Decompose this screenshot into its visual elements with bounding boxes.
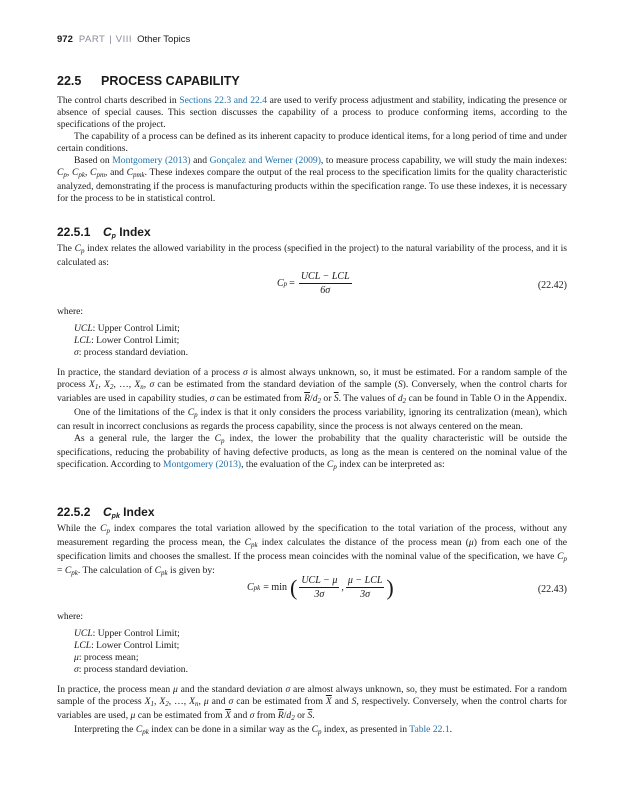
math-symbol [100,523,110,534]
text-run: In practice, the process mean [57,684,173,695]
cross-reference-link[interactable]: Sections 22.3 and 22.4 [179,95,268,106]
paragraph [57,243,567,269]
math-base: C [154,565,162,576]
text-run: is almost always unknown, so, it must be estimated. For a random sample of the process [57,367,567,390]
section-number: 22.5 [57,74,82,88]
eq-min: = min [263,582,287,593]
text-run: can be estimated from [135,710,226,721]
text-run: index calculates the distance of the process mean ( [257,537,469,548]
math-symbol [136,724,149,735]
equation-number: (22.43) [537,584,567,595]
math-symbol: UCL [74,628,93,639]
text-run: . The calculation of [77,565,155,576]
definition-list [57,628,567,676]
text-run: index can be done in a similar way as the [148,724,312,735]
math-symbol [398,393,406,404]
math-base: X [134,379,141,390]
text-run: = [57,565,65,576]
cross-reference-link[interactable]: Gonçalez and Werner (2009) [209,155,321,166]
text-run: : Lower Control Limit; [91,640,180,651]
denominator: 6σ [320,285,331,296]
text-run: Based on [74,155,113,166]
text-run: , [153,696,160,707]
math-base: X [159,696,166,707]
text-run: , [66,167,72,178]
subsection-number: 22.5.2 [57,505,91,519]
fraction-1 [299,575,339,600]
math-symbol: σ [228,696,234,707]
paragraph [57,155,567,205]
text-run: The control charts described in [57,95,180,106]
text-run: / [283,710,287,721]
math-subscript: p [333,463,337,471]
text-run: . [449,724,453,735]
math-base: X [144,696,151,707]
text-run: , respectively. Conversely, when the control charts for variables are used, [57,696,568,721]
math-symbol: μ [172,684,178,695]
text-run: and [190,155,210,166]
text-run: , [198,696,204,707]
math-symbol [313,393,321,404]
math-subscript: p [194,411,198,419]
text-run: index compares the total variation allowed by the specification to the total variation of the process, without any measurement regarding the process mean, the [57,523,567,548]
title-subscript: p [111,233,116,240]
definition-list [57,323,567,359]
text-run: : process standard deviation. [78,664,188,675]
cpk-intro [57,523,567,579]
text-run: or [321,393,334,404]
math-subscript: pmk [132,171,145,179]
text-run: index is that it only considers the process variability, ignoring its centralization (mean), which can result in incorrect conclusions as regards the process capability, since the process is not always centered on the mean. [57,407,567,432]
math-base: C [57,167,64,178]
denominator: 3σ [314,589,325,600]
eq-lhs-sub: p [283,279,288,288]
cp-body [57,367,567,473]
math-subscript: pk [142,728,149,736]
text-run: , [84,167,91,178]
math-subscript: p [80,247,85,255]
math-base: C [557,551,564,562]
text-run: Interpreting the [74,724,136,735]
paragraph [57,407,567,433]
math-base: C [71,167,79,178]
text-run: ) from each one of the specification limits and chooses the smallest. If the process mean coincides with the nominal value of the specification, we have [57,537,567,562]
math-symbol: LCL [74,335,92,346]
math-overline-symbol: $\overline{S}$ [307,710,313,721]
math-base: C [126,167,133,178]
paragraph [57,433,567,473]
part-number: VIII [115,34,133,45]
math-base: C [100,523,107,534]
math-base: C [244,537,252,548]
math-symbol: μ [203,696,209,707]
subsection-title: Index [119,505,155,519]
text-run: ). Conversely, when the control charts for variables are used in capability studies, [57,379,568,404]
definition-item [74,652,567,664]
header-separator: | [109,34,112,45]
math-subscript: 2 [165,700,169,708]
math-symbol: σ [285,684,291,695]
title-symbol: C [103,505,112,519]
eq-equals: = [289,278,295,289]
math-base: X [189,696,195,707]
equation-number: (22.42) [537,280,567,291]
math-base: d [312,393,318,404]
text-run: , to measure process capability, we will study the main indexes: [320,155,567,166]
equation-22-43 [57,575,567,605]
text-run: and the standard deviation [177,684,286,695]
cross-reference-link[interactable]: Montgomery (2013) [163,459,242,470]
math-symbol [557,551,567,562]
math-base: X [104,379,110,390]
math-symbol: μ [468,537,474,548]
math-symbol [283,710,295,722]
denominator: 3σ [360,589,371,600]
subsection-heading-cpk [57,505,155,520]
cross-reference-link[interactable]: Table 22.1 [409,724,450,735]
math-symbol [75,243,85,254]
math-subscript: p [563,555,567,563]
math-base: d [286,710,292,721]
math-subscript: n [194,700,199,708]
text-run: , …, [113,379,135,390]
math-subscript: 2 [109,383,114,391]
math-subscript: n [140,383,144,391]
text-run: : process standard deviation. [78,347,188,358]
math-base: C [214,433,222,444]
text-run: In practice, the standard deviation of a process [57,367,244,378]
math-subscript: p [106,527,110,535]
math-base: C [187,407,195,418]
text-run: : Lower Control Limit; [91,335,180,346]
math-base: C [135,724,143,735]
right-paren: ) [386,574,394,600]
numerator: μ − LCL [347,575,383,586]
paragraph [57,724,567,738]
cpk-body [57,684,567,738]
definition-item [74,323,567,335]
math-symbol [188,407,198,418]
part-topic: Other Topics [137,34,191,45]
text-run: are almost always unknown, so, they must be estimated. For a random sample of the process [57,684,567,707]
math-symbol [90,167,105,178]
math-overline-symbol: $\overline{X}$ [325,696,332,707]
math-subscript: 2 [402,397,407,405]
text-run: index, the lower the probability that the quality characteristic will be outside the specifications, reducing the probability of having defective products, as long as the mean is centered on the nominal value of the specification. According to [57,433,567,470]
math-subscript: 2 [291,714,295,722]
math-symbol: μ [74,652,79,663]
math-subscript: pm [96,171,106,179]
math-subscript: pk [161,569,168,577]
subsection-heading-cp [57,225,151,240]
math-symbol: σ [149,379,155,390]
text-run: While the [57,523,101,534]
math-subscript: p [221,437,225,445]
cross-reference-link[interactable]: Montgomery (2013) [112,155,191,166]
math-subscript: 1 [150,700,154,708]
text-run: and [208,696,229,707]
text-run: can be estimated from the standard deviation of the sample ( [154,379,398,390]
subsection-title: Index [115,225,151,239]
numerator: UCL − μ [301,575,338,586]
math-symbol: σ [243,367,248,378]
math-symbol: σ [74,347,79,358]
text-run: , [143,379,150,390]
numerator: UCL − LCL [300,271,350,282]
title-symbol: C [103,225,112,239]
math-subscript: pk [71,569,78,577]
running-header [57,34,190,45]
text-run: , and [105,167,127,178]
math-symbol: UCL [74,323,93,334]
definition-item [74,664,567,676]
math-symbol: μ [130,710,136,721]
math-base: C [326,459,334,470]
definition-item [74,347,567,359]
math-symbol [57,167,67,178]
where-label: where: [57,306,84,317]
math-symbol: LCL [74,640,92,651]
text-run: , …, [168,696,190,707]
paragraph [57,684,567,724]
math-subscript: p [318,728,322,736]
math-base: C [74,243,81,254]
math-symbol [159,696,168,707]
math-symbol [145,696,154,707]
text-run: can be found in Table O in the Appendix. [406,393,567,404]
text-run: index, as presented in [321,724,410,735]
eq-lhs-sub: pk [253,583,261,592]
page-number: 972 [57,34,73,45]
text-run: One of the limitations of the [74,407,188,418]
math-symbol: σ [249,710,255,721]
title-subscript: pk [111,513,120,520]
where-label: where: [57,611,84,622]
math-overline-symbol: $\overline{X}$ [225,710,232,721]
math-base: d [397,393,403,404]
fraction-2 [346,575,385,600]
fraction [299,271,352,296]
math-subscript: 2 [317,397,322,405]
math-overline-symbol: $\overline{R}$ [277,710,284,721]
math-base: C [64,565,72,576]
paragraph [57,95,567,131]
math-symbol: σ [209,393,215,404]
paragraph [57,523,567,579]
where-block-1 [57,306,567,359]
text-run: or [294,710,308,721]
text-run: / [310,393,313,404]
cp-intro [57,243,567,269]
text-run: and [331,696,352,707]
math-symbol [134,379,143,390]
math-symbol [312,724,322,735]
left-paren: ( [289,574,298,600]
text-run: : Upper Control Limit; [92,628,180,639]
math-symbol [127,167,145,178]
text-run: : process mean; [78,652,139,663]
text-run: is given by: [167,565,215,576]
math-subscript: 1 [94,383,99,391]
text-run: , [98,379,105,390]
text-run: are used to verify process adjustment and stability, indicating the presence or absence of special causes. This section discusses the capability of a process to produce conforming items, according to the specifications of the project. [57,95,567,130]
math-symbol [327,459,337,470]
text-run: index relates the allowed variability in the process (specified in the project) to the natural variability of the process, and it is calculated as: [57,243,567,268]
math-subscript: pk [251,541,258,549]
math-symbol: S [351,696,357,707]
part-label: PART [78,34,106,45]
equation-22-42 [57,271,567,301]
text-run: , the evaluation of the [241,459,327,470]
definition-item [74,628,567,640]
paragraph [57,131,567,155]
text-run: . These indexes compare the output of the real process to the specification limits for the quality characteristic analyzed, demonstrating if the process is manufacturing products within the specification range. To use these indexes, it is necessary for the process to be in statistical control. [57,167,568,204]
subsection-number: 22.5.1 [57,225,91,239]
text-run: The [57,243,75,254]
text-run: . [312,710,315,721]
math-symbol [245,537,258,548]
eq-lhs: C [247,582,254,593]
math-base: C [311,724,319,735]
eq-lhs: C [277,278,284,289]
definition-item [74,640,567,652]
eq-comma: , [341,582,344,593]
text-run: and [231,710,250,721]
math-symbol: S [397,379,403,390]
math-symbol [215,433,225,444]
text-run: can be estimated from [233,696,326,707]
definition-item [74,335,567,347]
math-base: C [90,167,97,178]
math-subscript: pk [78,171,85,179]
where-block-2 [57,611,567,676]
math-overline-symbol: $\overline{S}$ [333,393,339,404]
math-subscript: p [63,171,67,179]
math-overline-symbol: $\overline{R}$ [304,393,311,404]
section-heading [57,74,240,88]
section-title: PROCESS CAPABILITY [101,74,240,88]
text-run: from [254,710,278,721]
text-run: : Upper Control Limit; [92,323,180,334]
text-run: . The values of [338,393,398,404]
text-run: can be estimated from [214,393,305,404]
math-symbol: σ [74,664,79,675]
text-run: The capability of a process can be defined as its inherent capacity to produce identical items, for a long period of time and under certain conditions. [57,131,567,154]
math-base: X [89,379,95,390]
math-symbol [72,167,85,178]
intro-paragraphs [57,95,567,205]
paragraph [57,367,567,407]
text-run: As a general rule, the larger the [74,433,215,444]
text-run: index can be interpreted as: [336,459,445,470]
